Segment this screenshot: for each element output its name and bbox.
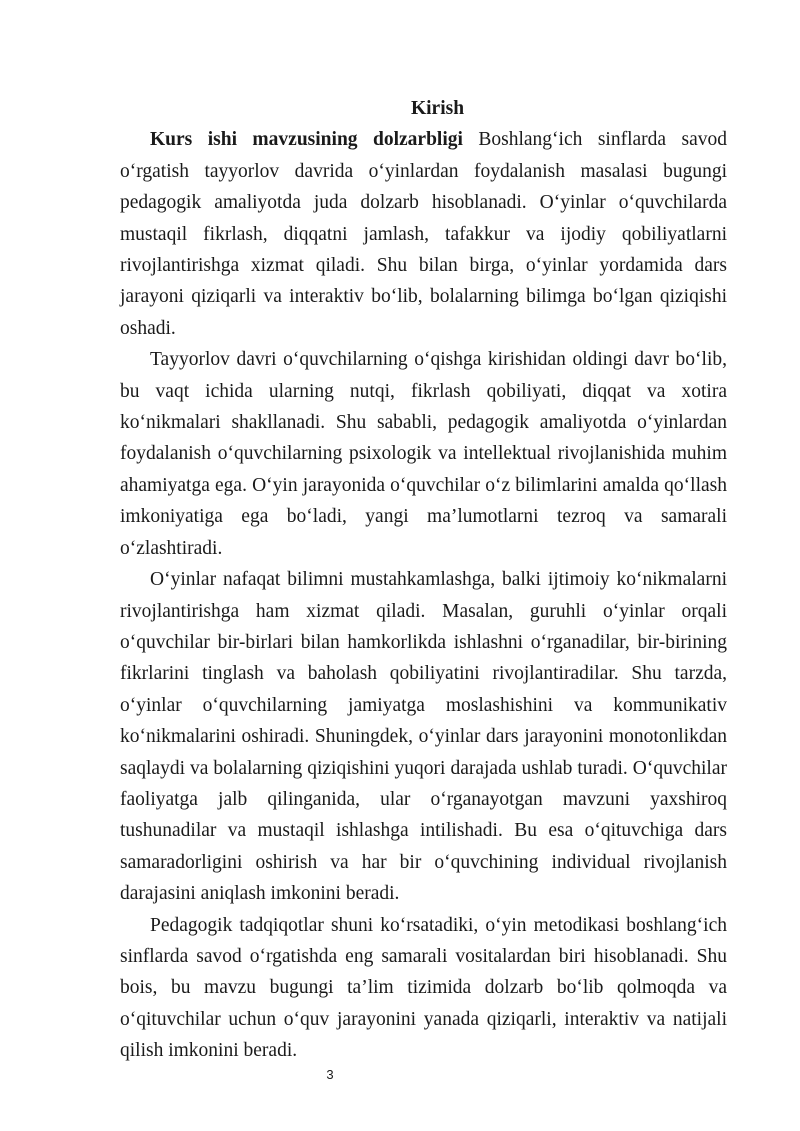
paragraph-3	[120, 564, 727, 909]
paragraph-text: Tayyorlov davri o‘quvchilarning o‘qishga kirishidan oldingi davr bo‘lib, bu vaqt ichida ularning nutqi, fikrlash qobiliyati, diqqat va xotira ko‘nikmalari shakllanadi. Shu sababli, pedagogik amaliyotda o‘yinlardan foydalanish o‘quvchilarning psixologik va intellektual rivojlanishida muhim ahamiyatga ega. O‘yin jarayonida o‘quvchilar o‘z bilimlarini amalda qo‘llash imkoniyatiga ega bo‘ladi, yangi ma’lumotlarni tezroq va samarali o‘zlashtiradi.	[120, 349, 727, 559]
paragraph-4	[120, 910, 727, 1067]
paragraph-1	[120, 124, 727, 344]
paragraph-2	[120, 344, 727, 564]
paragraph-lead: Kurs ishi mavzusining dolzarbligi	[150, 129, 463, 151]
paragraph-text: Boshlang‘ich sinflarda savod o‘rgatish tayyorlov davrida o‘yinlardan foydalanish masalasi bugungi pedagogik amaliyotda juda dolzarb hisoblanadi. O‘yinlar o‘quvchilarda mustaqil fikrlash, diqqatni jamlash, tafakkur va ijodiy qobiliyatlarni rivojlantirishga xizmat qiladi. Shu bilan birga, o‘yinlar yordamida dars jarayoni qiziqarli va interaktiv bo‘lib, bolalarning bilimga bo‘lgan qiziqishi oshadi.	[120, 129, 727, 339]
paragraph-text: O‘yinlar nafaqat bilimni mustahkamlashga, balki ijtimoiy ko‘nikmalarni rivojlantirishga ham xizmat qiladi. Masalan, guruhli o‘yinlar orqali o‘quvchilar bir-birlari bilan hamkorlikda ishlashni o‘rganadilar, bir-birining fikrlarini tinglash va baholash qobiliyatini rivojlantiradilar. Shu tarzda, o‘yinlar o‘quvchilarning jamiyatga moslashishini va kommunikativ ko‘nikmalarini oshiradi. Shuningdek, o‘yinlar dars jarayonini monotonlikdan saqlaydi va bolalarning qiziqishini yuqori darajada ushlab turadi. O‘quvchilar faoliyatga jalb qilinganida, ular o‘rganayotgan mavzuni yaxshiroq tushunadilar va mustaqil ishlashga intilishadi. Bu esa o‘qituvchiga dars samaradorligini oshirish va har bir o‘quvchining individual rivojlanish darajasini aniqlash imkonini beradi.	[120, 569, 727, 905]
section-heading: Kirish	[410, 98, 465, 119]
paragraph-text: Pedagogik tadqiqotlar shuni ko‘rsatadiki, o‘yin metodikasi boshlang‘ich sinflarda savod o‘rgatishda eng samarali vositalardan biri hisoblanadi. Shu bois, bu mavzu bugungi ta’lim tizimida dolzarb bo‘lib qolmoqda va o‘qituvchilar uchun o‘quv jarayonini yanada qiziqarli, interaktiv va natijali qilish imkonini beradi.	[120, 914, 727, 1062]
page-content	[120, 93, 727, 1067]
page-number: 3	[326, 1067, 334, 1082]
